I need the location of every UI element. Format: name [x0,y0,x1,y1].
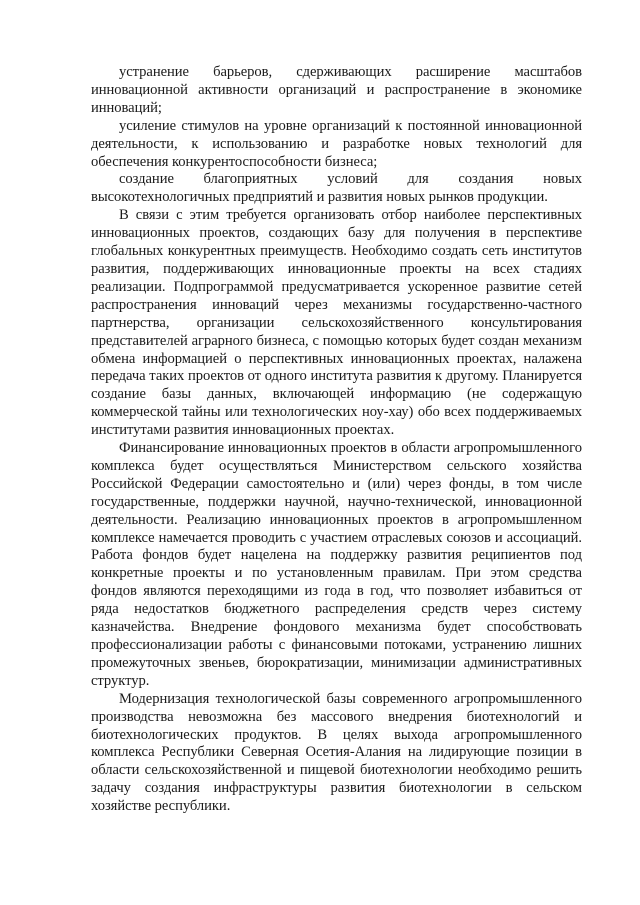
paragraph-biotechnology: Модернизация технологической базы современного агропромышленного производства невозможна без массового внедрения биотехнологий и биотехнологических продуктов. В целях выхода агропромышленного комплекса Республики Северная Осетия-Алания на лидирующие позиции в области сельскохозяйственной и пищевой биотехнологии необходимо решить задачу создания инфраструктуры развития биотехнологии в сельском хозяйстве республики. [91,690,582,815]
paragraph-list-item-1: устранение барьеров, сдерживающих расширение масштабов инновационной активности организаций и распространение в экономике инноваций; [91,64,582,116]
paragraph-list-item-2: усиление стимулов на уровне организаций к постоянной инновационной деятельности, к использованию и разработке новых технологий для обеспечения конкурентоспособности бизнеса; [91,117,582,170]
body-text [91,64,582,816]
paragraph-innovation-institutes: В связи с этим требуется организовать отбор наиболее перспективных инновационных проектов, создающих базу для получения в перспективе глобальных конкурентных преимуществ. Необходимо создать сеть институтов развития, поддерживающих инновационные проекты на всех стадиях реализации. Подпрограммой предусматривается ускоренное развитие сетей распространения инноваций через механизмы государственно-частного партнерства, организации сельскохозяйственного консультирования представителей аграрного бизнеса, с помощью которых будет создан механизм обмена информацией о перспективных инновационных проектах, налажена передача таких проектов от одного института развития к другому. Планируется создание базы данных, включающей информацию (не содержащую коммерческой тайны или технологических ноу-хау) обо всех поддерживаемых институтами развития инновационных проектах. [91,207,582,439]
paragraph-list-item-3: создание благоприятных условий для создания новых высокотехнологичных предприятий и развития новых рынков продукции. [91,171,582,206]
paragraph-financing: Финансирование инновационных проектов в области агропромышленного комплекса будет осуществляться Министерством сельского хозяйства Российской Федерации самостоятельно и (или) через фонды, в том числе государственные, поддержки научной, научно-технической, инновационной деятельности. Реализацию инновационных проектов в агропромышленном комплексе намечается проводить с участием отраслевых союзов и ассоциаций. Работа фондов будет нацелена на поддержку развития реципиентов под конкретные проекты и по установленным правилам. При этом средства фондов являются переходящими из года в год, что позволяет избавиться от ряда недостатков бюджетного распределения средств через систему казначейства. Внедрение фондового механизма будет способствовать профессионализации работы с финансовыми потоками, устранению лишних промежуточных звеньев, бюрократизации, минимизации административных структур. [91,440,582,689]
